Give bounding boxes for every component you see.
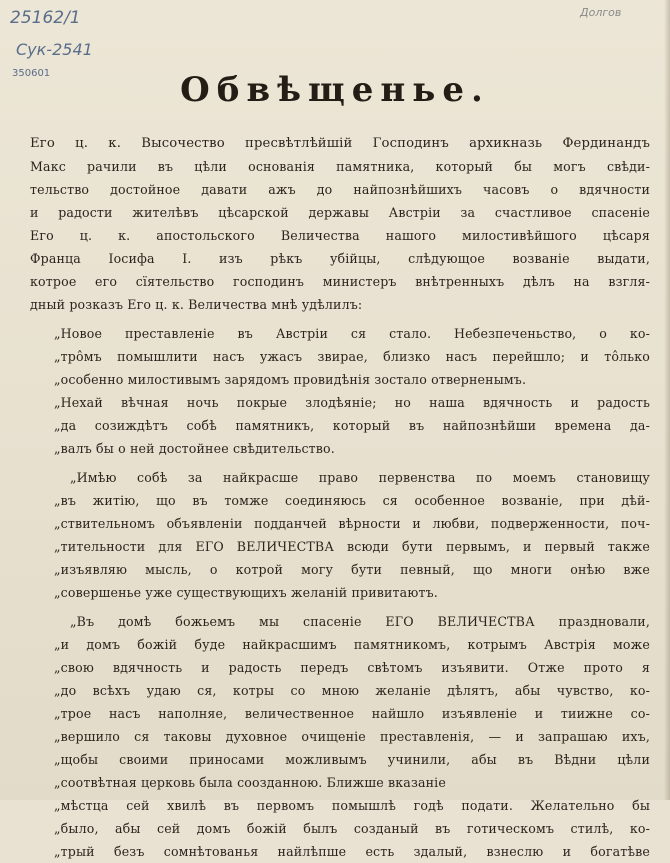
document-title: Обвѣщенье. — [180, 70, 490, 110]
text-line: „совершенье ужe существующихъ желаній привитаютъ. — [54, 585, 438, 600]
text-line: „валъ бы о ней достойнее свѣдительство. — [54, 441, 335, 456]
text-line: „да созиждѣтъ собѣ памятникъ, который въ найпознѣйши времена да- — [54, 418, 650, 433]
text-line: „особенно милостивымъ зарядомъ провидѣнія зостало отверненымъ. — [54, 372, 527, 387]
text-line: „Имѣю собѣ за найкрасше право первенства по моемъ становищу — [70, 470, 650, 485]
text-line: „вершило ся таковы духовное очищеніе преставленія, — и запрашаю ихъ, — [54, 729, 650, 744]
text-line: „соотвѣтная церковь была соозданною. Ближше вказаніе — [54, 775, 446, 790]
text-line: тельство достойное давати ажъ до найпознѣйшихъ часовъ о вдячности — [30, 182, 650, 197]
text-line: „трое насъ наполняе, величественное найшло изъявленіе и тиижне со- — [54, 706, 650, 721]
text-line: „щобы своими приносами можливымъ учинили, абы въ Вѣдни цѣли — [54, 752, 650, 767]
text-line: „было, абы сей домъ божій былъ созданый въ готическомъ стилѣ, ко- — [54, 821, 650, 836]
catalog-number: Сук-2541 — [16, 40, 93, 59]
text-line: „въ житію, що въ томже соединяюсь ся особенное возваніе, при дѣй- — [54, 493, 650, 508]
text-line: „трôмъ помышлити насъ ужасъ звирае, близко насъ перейшло; и тôлько — [54, 349, 650, 364]
text-line: Его ц. к. апостольского Величества нашого милостивѣйшого цѣсаря — [30, 228, 650, 243]
text-line: „ствительномъ объявленіи подданчей вѣрности и любви, подверженности, поч- — [54, 516, 650, 531]
text-line: Его ц. к. Высочество пресвѣтлѣйшій Господинъ архикназь Фердинандъ — [30, 136, 650, 151]
document-body — [30, 132, 650, 863]
text-line: „Новое преставленіе въ Австріи ся стало. Небезпеченьство, о ко- — [54, 326, 650, 341]
text-line: „свою вдячность и радость передъ свѣтомъ изъявити. Отже прото я — [54, 660, 650, 675]
text-line: котрое его сїятельство господинъ министеръ внѣтренныхъ дѣлъ на взгля- — [30, 274, 650, 289]
text-line: „тительности для ЕГО ВЕЛИЧЕСТВА всюди бути первымъ, и первый также — [54, 539, 650, 554]
text-line: „до всѣхъ удаю ся, котры со мною желаніе дѣлятъ, абы чувство, ко- — [54, 683, 650, 698]
text-line: и радости жителѣвъ цѣсарской державы Австріи за счастливое спасеніе — [30, 205, 650, 220]
text-line: „и домъ божій буде найкрасшимъ памятникомъ, котрымъ Австрія може — [54, 637, 650, 652]
text-line: „Въ домѣ божьемъ мы спасеніе ЕГО ВЕЛИЧЕСТВА праздновали, — [70, 614, 650, 629]
text-line: „трый безъ сомнѣтованья найлѣпше есть здалый, взнеслю и богатѣве — [54, 844, 650, 859]
text-line: „Нехай вѣчная ночь покрые злодѣяніе; но наша вдячность и радость — [54, 395, 650, 410]
text-line: Франца Іосифа І. изъ рѣкъ убійцы, слѣдующое возваніе выдати, — [30, 251, 650, 266]
stamp-number: 350601 — [12, 68, 51, 79]
text-line: „мѣстца сей хвилѣ въ первомъ помышлѣ годѣ подати. Желательно бы — [54, 798, 650, 813]
archive-number: 25162/1 — [10, 8, 81, 28]
text-line: „изъявляю мысль, о котрой могу бути певный, що многи онѣю вже — [54, 562, 650, 577]
corner-handwritten-note: Долгов — [580, 6, 622, 19]
text-line: Макс рачили въ цѣли основанія памятника, который бы могъ свѣди- — [30, 159, 650, 174]
text-line: дный розказъ Его ц. к. Величества мнѣ удѣлилъ: — [30, 297, 363, 312]
